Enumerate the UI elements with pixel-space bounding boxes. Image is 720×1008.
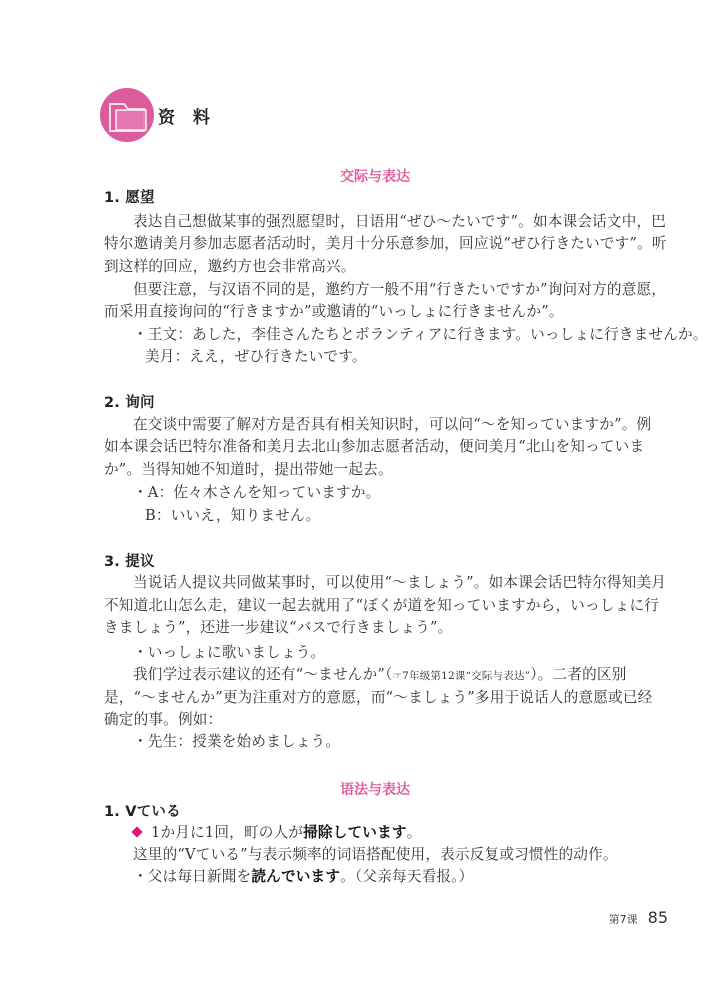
text-line: 表达自己想做某事的强烈愿望时，日语用“ぜひ～たいです”。如本课会话文中，巴 <box>133 213 667 230</box>
text-line: 确定的事。例如： <box>104 711 223 728</box>
example-line: ・A：佐々木さんを知っていますか。 <box>133 484 381 501</box>
text-line <box>133 665 701 686</box>
page-title: 资 料 <box>158 108 216 128</box>
text-line: 特尔邀请美月参加志愿者活动时，美月十分乐意参加，回应说“ぜひ行きたいです”。听 <box>104 235 667 252</box>
text: ）。二者的区别 <box>530 666 627 683</box>
text-line: きましょう”，还进一步建议“バスで行きましょう”。 <box>104 619 453 636</box>
text-line: 是，“～ませんか”更为注重对方的意愿，而“～ましょう”多用于说话人的意愿或已经 <box>104 689 653 706</box>
text-line: 在交谈中需要了解对方是否具有相关知识时，可以问“～を知っていますか”。例 <box>133 416 652 433</box>
text: 。（父亲每天看报。） <box>340 868 474 885</box>
example-line <box>133 867 701 887</box>
lesson-label: 第7课 <box>608 913 638 926</box>
text: 我们学过表示建议的还有“～ませんか”（ <box>133 666 393 683</box>
text: 。 <box>406 824 422 841</box>
example-line <box>133 823 701 843</box>
diamond-bullet-icon <box>131 826 142 837</box>
page-number: 85 <box>647 908 668 927</box>
text: 1か月に1回，町の人が <box>151 824 304 841</box>
text-line: 到这样的回应，邀约方也会非常高兴。 <box>104 258 356 275</box>
subsection-title: 1. 愿望 <box>104 190 155 206</box>
example-line: ・王文：あした，李佳さんたちとボランティアに行きます。いっしょに行きませんか。 <box>133 326 708 343</box>
emphasis: 掃除しています <box>303 824 407 841</box>
text-line: か”。当得知她不知道时，提出带她一起去。 <box>104 461 393 478</box>
text: ・父は毎日新聞を <box>133 868 252 885</box>
example-line: ・いっしょに歌いましょう。 <box>133 644 326 661</box>
subsection-title: 2. 询问 <box>104 395 155 411</box>
cross-reference: ☞7年级第12课“交际与表达” <box>392 670 531 682</box>
example-line: ・先生：授業を始めましょう。 <box>133 733 341 750</box>
page-footer <box>609 908 668 927</box>
section-heading: 交际与表达 <box>340 169 410 185</box>
section-heading: 语法与表达 <box>340 782 410 798</box>
example-line: 美月：ええ，ぜひ行きたいです。 <box>145 348 367 365</box>
text-line: 当说话人提议共同做某事时，可以使用“～ましょう”。如本课会话巴特尔得知美月 <box>133 574 667 591</box>
folder-icon <box>100 88 154 142</box>
text-line: 这里的“Vている”与表示频率的词语搭配使用，表示反复或习惯性的动作。 <box>133 846 618 863</box>
text-line: 而采用直接询问的“行きますか”或邀请的“いっしょに行きませんか”。 <box>104 303 564 320</box>
text-line: 不知道北山怎么走，建议一起去就用了“ぼくが道を知っていますから，いっしょに行 <box>104 597 660 614</box>
subsection-title: 3. 提议 <box>104 554 155 570</box>
text-line: 如本课会话巴特尔准备和美月去北山参加志愿者活动，便问美月“北山を知っていま <box>104 438 645 455</box>
subsection-title: 1. Vている <box>104 804 181 820</box>
example-line: B：いいえ，知りません。 <box>145 507 321 524</box>
text-line: 但要注意，与汉语不同的是，邀约方一般不用“行きたいですか”询问对方的意愿， <box>133 281 667 298</box>
emphasis: 読んでいます <box>251 868 341 885</box>
